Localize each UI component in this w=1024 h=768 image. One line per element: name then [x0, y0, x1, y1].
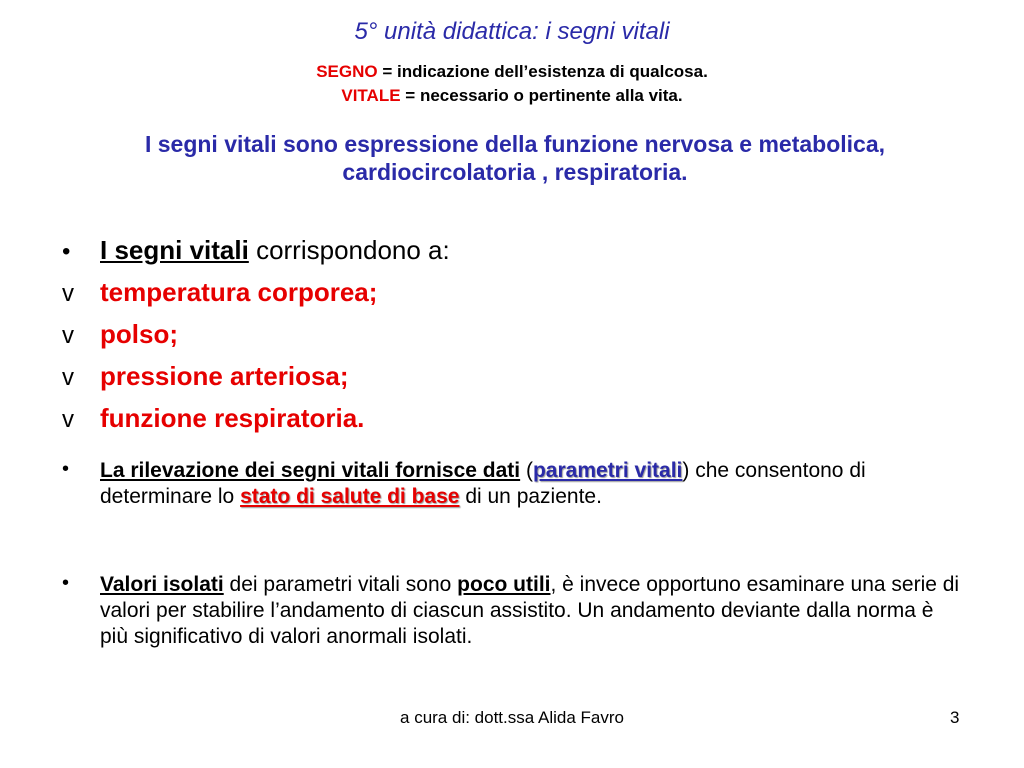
paragraph-bold: La rilevazione dei segni vitali fornisce dati	[100, 459, 521, 482]
list-lead-rest: corrispondono a:	[256, 235, 450, 265]
paragraph-measurement	[62, 458, 962, 510]
paragraph-fragment: ) che consentono di determinare lo	[100, 459, 866, 508]
list-item	[62, 356, 962, 398]
paragraph-fragment: dei parametri vitali sono	[223, 573, 458, 596]
slide-title: 5° unità didattica: i segni vitali	[354, 18, 670, 45]
check-marker-icon: v	[62, 322, 74, 349]
list-item	[62, 314, 962, 356]
paragraph-text	[100, 572, 960, 650]
bullet-icon: •	[62, 572, 70, 594]
list-lead	[62, 230, 962, 272]
paragraph-bold: Valori isolati	[100, 573, 224, 596]
list-item-text: temperatura corporea;	[100, 277, 378, 307]
vital-signs-list	[62, 230, 962, 440]
list-item-text: funzione respiratoria.	[100, 403, 365, 433]
paragraph-isolated-values	[62, 572, 962, 650]
list-item-text: pressione arteriosa;	[100, 361, 349, 391]
bullet-icon: •	[62, 238, 71, 265]
definition-text: = necessario o pertinente alla vita.	[405, 86, 683, 105]
paragraph-fragment: , è invece opportuno esaminare una serie di valori per stabilire l’andamento di ciascun assistito. Un andamento deviante dalla norma è più significativo di valori anormali isolati.	[100, 573, 960, 648]
definition-term: VITALE	[341, 86, 401, 105]
bullet-icon: •	[62, 458, 70, 480]
paragraph-bold: poco utili	[457, 573, 551, 596]
definition-text: = indicazione dell’esistenza di qualcosa.	[382, 62, 708, 81]
footer-credit: a cura di: dott.ssa Alida Favro	[400, 708, 624, 727]
definition-segno	[0, 60, 1024, 84]
intro-statement: I segni vitali sono espressione della funzione nervosa e metabolica, cardiocircolatoria , respiratoria.	[144, 131, 886, 185]
highlight-parametri-vitali: parametri vitali	[532, 459, 683, 482]
paragraph-fragment: di un paziente.	[459, 485, 602, 508]
check-marker-icon: v	[62, 364, 74, 391]
definition-term: SEGNO	[316, 62, 378, 81]
list-item-text: polso;	[100, 319, 178, 349]
list-item	[62, 398, 962, 440]
list-item	[62, 272, 962, 314]
page-number: 3	[950, 708, 960, 727]
paragraph-text	[100, 458, 960, 510]
definition-vitale	[0, 84, 1024, 108]
definitions	[0, 60, 1024, 108]
highlight-stato-salute: stato di salute di base	[240, 485, 460, 508]
check-marker-icon: v	[62, 406, 74, 433]
check-marker-icon: v	[62, 280, 74, 307]
paragraph-fragment: (	[520, 459, 533, 482]
list-lead-bold: I segni vitali	[100, 235, 249, 265]
